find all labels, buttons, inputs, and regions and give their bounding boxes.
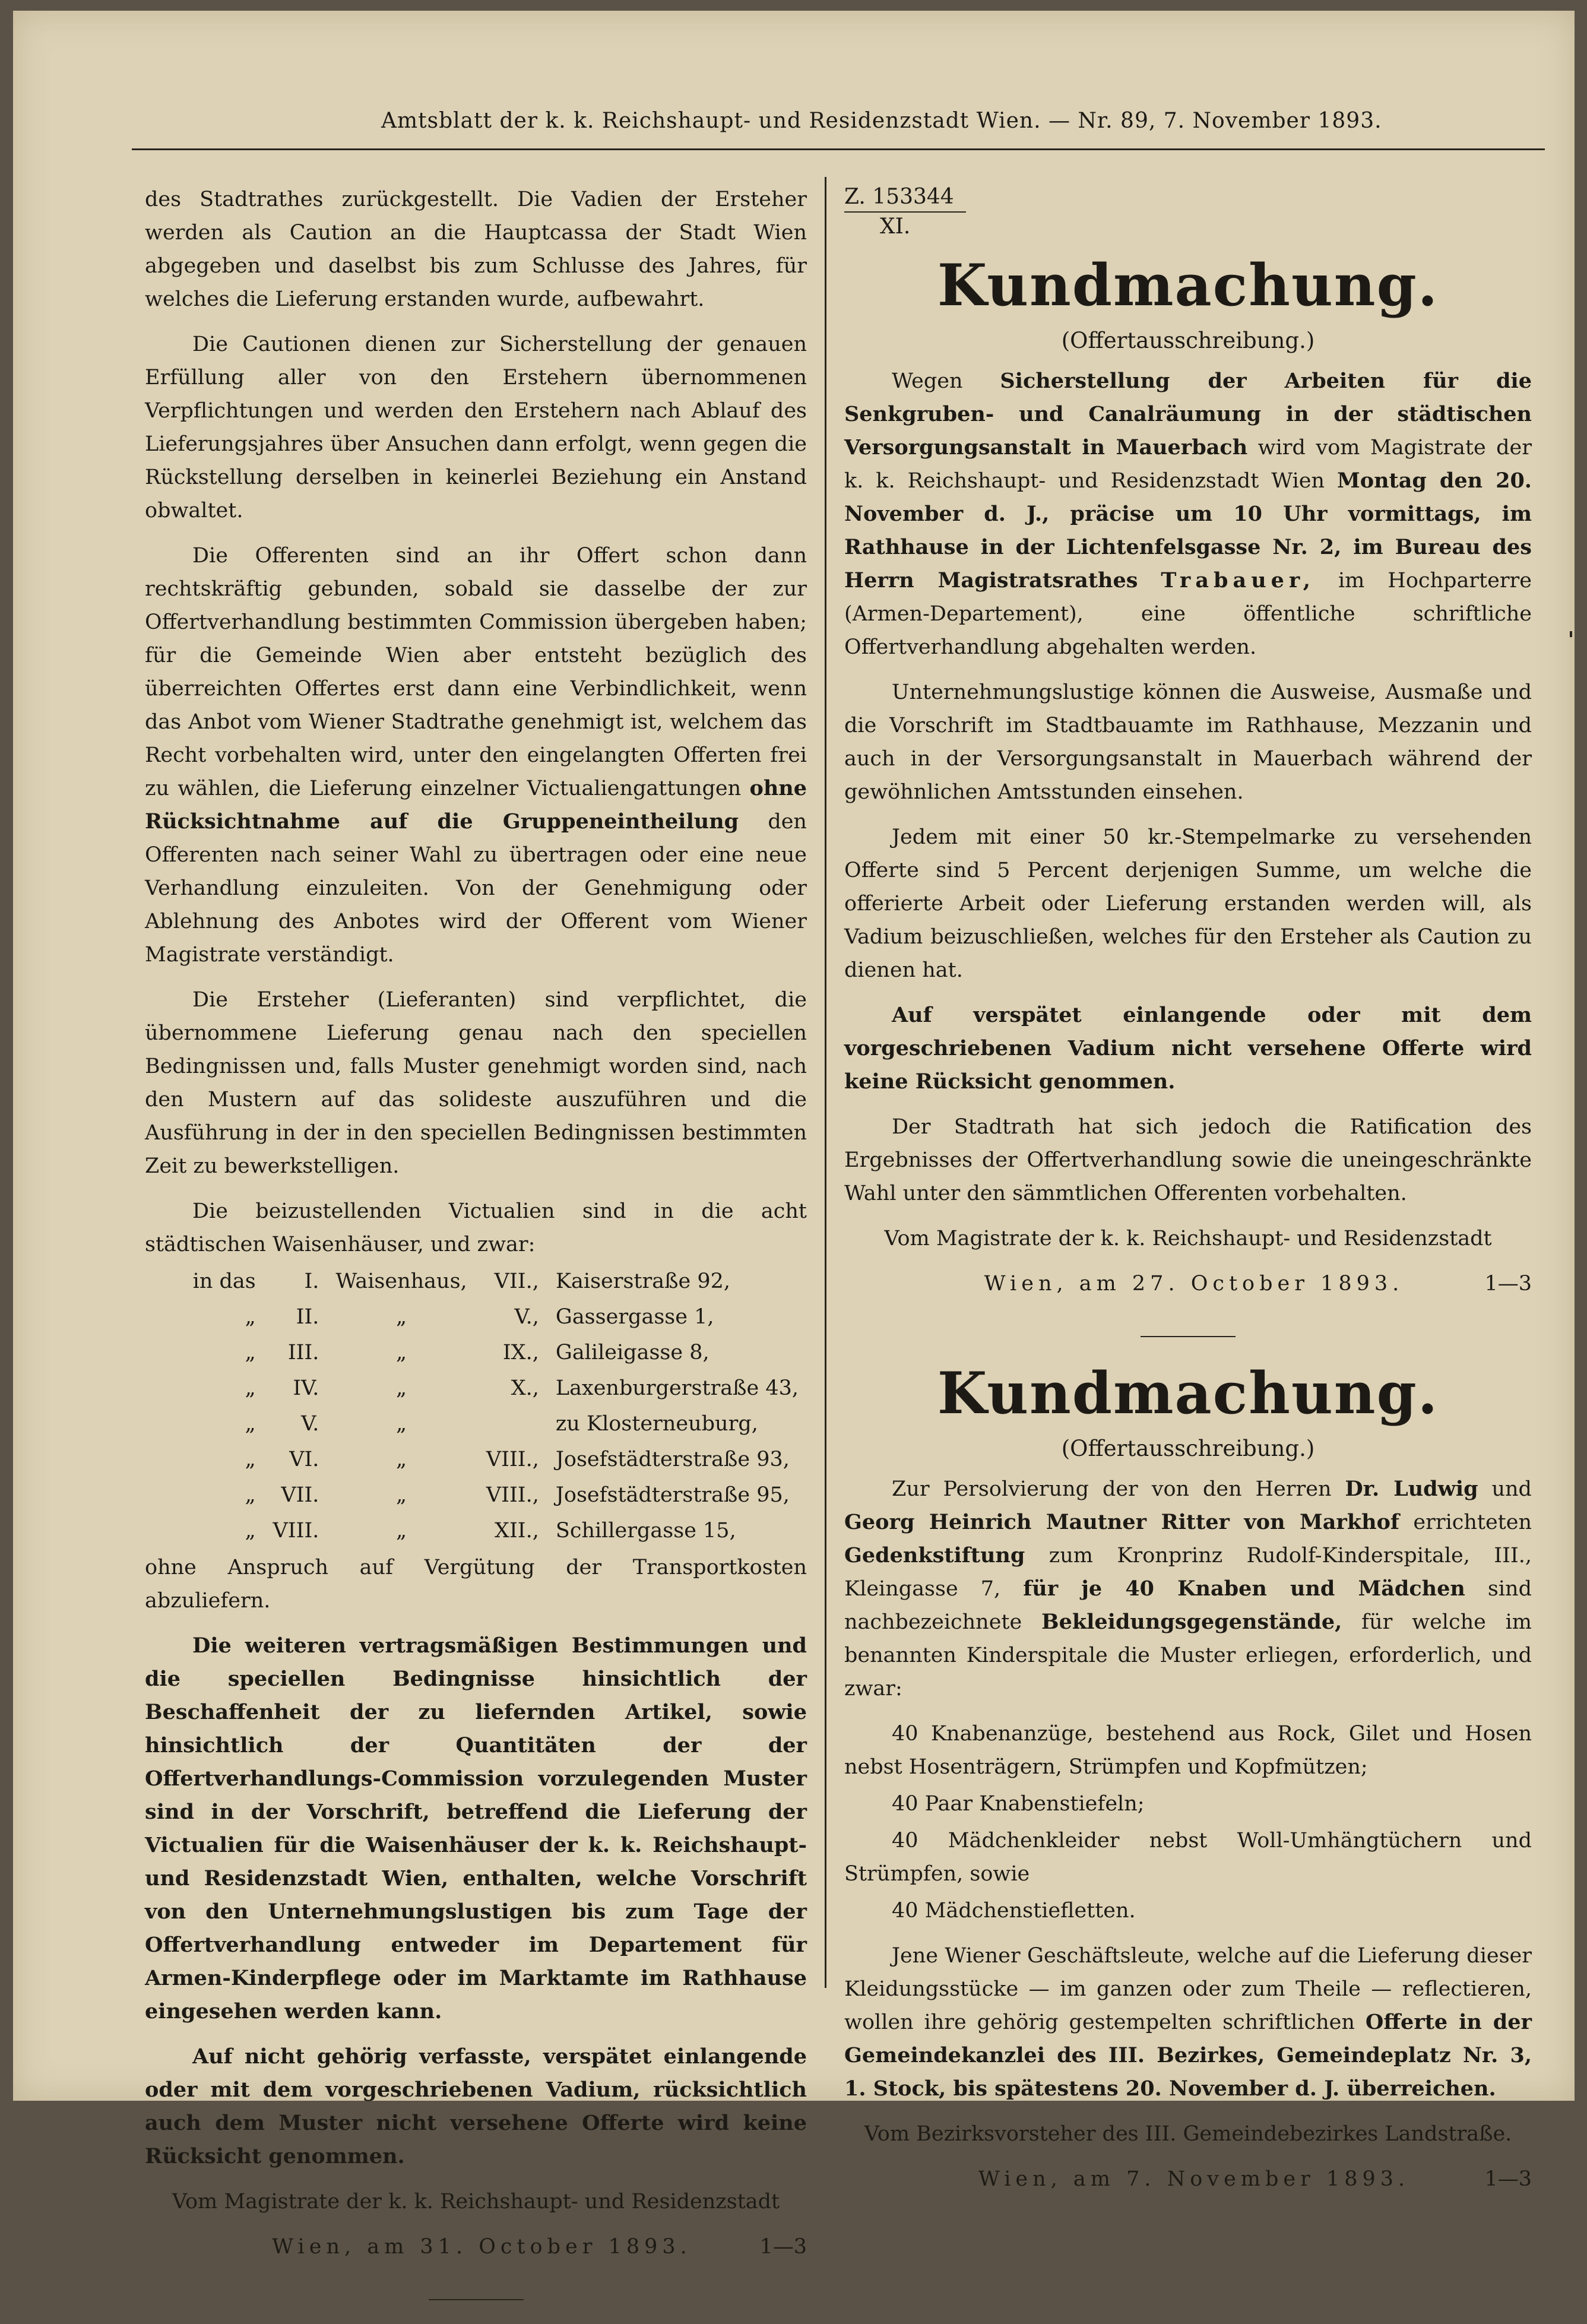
table-cell: „: [395, 1412, 407, 1436]
table-cell: IV.: [293, 1376, 319, 1400]
table-cell: VI.: [289, 1448, 319, 1471]
table-cell: VIII.: [273, 1519, 319, 1543]
list-item: 40 Paar Knabenstiefeln;: [892, 1792, 1145, 1816]
table-row: [175, 1406, 807, 1442]
left-issue-number: 1—3: [759, 2235, 807, 2259]
notice-1-p1-b: Sicherstellung der Arbeiten für die Senkgruben- und Canalräumung in der städtischen Versorgungsanstalt in Mauerbach: [844, 369, 1532, 460]
margin-mark: [1570, 631, 1572, 637]
table-cell: VII.,: [494, 1269, 539, 1293]
reference-roman: XI.: [880, 214, 911, 239]
notice-1-title: Kundmachung.: [937, 252, 1439, 319]
left-para-3-bold: ohne Rücksichtnahme auf die Gruppeneintheilung: [145, 776, 807, 834]
notice-1-para-4: Auf verspätet einlangende oder mit dem vorgeschriebenen Vadium nicht versehene Offerte wird keine Rücksicht genommen.: [844, 1003, 1532, 1094]
list-item: 40 Mädchenstiefletten.: [892, 1899, 1136, 1923]
left-para-4: Die Ersteher (Lieferanten) sind verpflichtet, die übernommene Lieferung genau nach den speciellen Bedingnissen und, falls Muster genehmigt worden sind, nach den Mustern auf das solideste auszuführen und die Ausführung in der in den speciellen Bedingnissen bestimmten Zeit zu bewerkstelligen.: [145, 988, 807, 1178]
page-header: Amtsblatt der k. k. Reichshaupt- und Residenzstadt Wien. — Nr. 89, 7. November 1893.: [381, 109, 1382, 133]
notice-1-subtitle: (Offertausschreibung.): [1061, 328, 1315, 353]
notice-1-issue-number: 1—3: [1484, 1272, 1532, 1296]
left-para-7: Die weiteren vertragsmäßigen Bestimmungen und die speciellen Bedingnisse hinsichtlich der Beschaffenheit der zu liefernden Artikel, sowie hinsichtlich der Quantitäten der der Offertverhandlungs-Commission vorzulegenden Muster sind in der Vorschrift, betreffend die Lieferung der Victualien für die Waisenhäuser der k. k. Reichshaupt- und Residenzstadt Wien, enthalten, welche Vorschrift von den Unternehmungslustigen bis zum Tage der Offertverhandlung entweder im Departement für Armen-Kinderpflege oder im Marktamte im Rathhause eingesehen werden kann.: [145, 1633, 807, 2024]
notice-2-p1-k: für welche im benannten Kinderspitale die Muster erliegen, erforderlich, und zwar:: [844, 1610, 1532, 1701]
reference-number: Z. 153344: [844, 183, 966, 213]
table-cell: Galileigasse 8,: [555, 1341, 709, 1364]
notice-2-p1-h: für je 40 Knaben und Mädchen: [1023, 1576, 1465, 1601]
notice-2-p1-b: Dr. Ludwig: [1345, 1477, 1478, 1501]
notice-2-p1-d: Georg Heinrich Mautner Ritter von Markhof: [844, 1510, 1399, 1534]
table-cell: „: [245, 1483, 256, 1507]
table-cell: „: [395, 1376, 407, 1400]
table-cell: Gassergasse 1,: [555, 1305, 714, 1329]
table-row: [175, 1442, 807, 1477]
table-cell: „: [395, 1305, 407, 1329]
notice-2-subtitle: (Offertausschreibung.): [1061, 1436, 1315, 1461]
waisenhaus-table: [175, 1264, 807, 1549]
left-para-3: [145, 539, 807, 971]
table-cell: „: [245, 1376, 256, 1400]
table-cell: V.: [301, 1412, 319, 1436]
table-cell: VIII.,: [486, 1483, 539, 1507]
notice-2-para-2: [844, 1939, 1532, 2105]
notice-2-p2-a: Jene Wiener Geschäftsleute, welche auf die Lieferung dieser Kleidungsstücke — im ganzen oder zum Theile — reflectieren, wollen ihre gehörig gestempelten schriftlichen: [844, 1944, 1532, 2034]
notice-1-dateline: [844, 1267, 1532, 1300]
notice-2-item-list: [844, 1717, 1532, 1927]
notice-2-issue-number: 1—3: [1484, 2167, 1532, 2191]
table-row: [175, 1370, 807, 1406]
table-cell: „: [395, 1341, 407, 1364]
notice-2-signature: Vom Bezirksvorsteher des III. Gemeindebezirkes Landstraße.: [864, 2122, 1512, 2146]
list-item: 40 Mädchenkleider nebst Woll-Umhängtüchern und Strümpfen, sowie: [844, 1829, 1532, 1886]
left-para-6: ohne Anspruch auf Vergütung der Transportkosten abzuliefern.: [145, 1556, 807, 1613]
notice-2-p1-g: zum Kronprinz Rudolf-Kinderspitale, III., Kleingasse 7,: [844, 1544, 1532, 1601]
left-dateline: [145, 2230, 807, 2263]
notice-2-p1-f: Gedenkstiftung: [844, 1543, 1025, 1568]
notice-2-p1-c: und: [1491, 1477, 1532, 1501]
table-cell: „: [395, 1448, 407, 1471]
notice-2-title: Kundmachung.: [937, 1360, 1439, 1427]
table-row: [175, 1299, 807, 1335]
left-para-8: Auf nicht gehörig verfasste, verspätet einlangende oder mit dem vorgeschriebenen Vadium, rücksichtlich auch dem Muster nicht versehene Offerte wird keine Rücksicht genommen.: [145, 2044, 807, 2168]
table-row: [175, 1264, 807, 1299]
table-cell: V.,: [514, 1305, 539, 1329]
table-cell: IX.,: [502, 1341, 539, 1364]
table-row: [175, 1513, 807, 1549]
table-cell: in das: [192, 1269, 256, 1293]
notice-1-end-rule: [1141, 1336, 1236, 1337]
notice-1-p1-name: Trabauer,: [1161, 568, 1315, 593]
notice-1-para-2: Unternehmungslustige können die Ausweise, Ausmaße und die Vorschrift im Stadtbauamte im Rathhause, Mezzanin und auch in der Versorgungsanstalt in Mauerbach während der gewöhnlichen Amtsstunden einsehen.: [844, 680, 1532, 804]
table-cell: „: [245, 1448, 256, 1471]
notice-2-p1-a: Zur Persolvierung der von den Herren: [892, 1477, 1332, 1501]
notice-1-signature: Vom Magistrate der k. k. Reichshaupt- und Residenzstadt: [884, 1227, 1492, 1250]
table-cell: II.: [296, 1305, 319, 1329]
table-cell: I.: [304, 1269, 319, 1293]
column-divider: [825, 177, 826, 1988]
left-para-5: Die beizustellenden Victualien sind in die acht städtischen Waisenhäuser, und zwar:: [145, 1199, 807, 1256]
table-cell: X.,: [511, 1376, 539, 1400]
left-end-rule: [429, 2299, 524, 2300]
notice-1-p1-a: Wegen: [892, 369, 963, 393]
table-cell: [476, 1406, 547, 1442]
document-page: [13, 11, 1575, 2259]
notice-1-p1-e: im Hochparterre (Armen-Departement), eine öffentliche schriftliche Offertverhandlung abgehalten werden.: [844, 569, 1532, 659]
notice-1-para-1: [844, 365, 1532, 664]
table-cell: Waisenhaus,: [335, 1269, 467, 1293]
table-cell: Schillergasse 15,: [555, 1519, 736, 1543]
notice-2-dateline: [844, 2162, 1532, 2196]
table-cell: „: [245, 1305, 256, 1329]
table-row: [175, 1335, 807, 1370]
notice-2-para-1: [844, 1473, 1532, 1705]
notice-1-para-3: Jedem mit einer 50 kr.-Stempelmarke zu versehenden Offerte sind 5 Percent derjenigen Summe, um welche die offerierte Arbeit oder Lieferung erstanden werden will, als Vadium beizuschließen, welches für den Ersteher als Caution zu dienen hat.: [844, 825, 1532, 982]
left-para-2: Die Cautionen dienen zur Sicherstellung der genauen Erfüllung aller von den Erstehern übernommenen Verpflichtungen und werden den Erstehern nach Ablauf des Lieferungsjahres über Ansuchen dann erfolgt, wenn gegen die Rückstellung derselben in keinerlei Beziehung ein Anstand obwaltet.: [145, 333, 807, 523]
notice-2-p2-b: Offerte in der Gemeindekanzlei des III. Bezirkes, Gemeindeplatz Nr. 3, 1. Stock, bis spätestens 20. November d. J. überreichen.: [844, 2010, 1532, 2101]
table-cell: Josefstädterstraße 93,: [555, 1448, 790, 1471]
table-cell: „: [395, 1483, 407, 1507]
table-cell: Laxenburgerstraße 43,: [555, 1376, 799, 1400]
notice-1-para-5: Der Stadtrath hat sich jedoch die Ratification des Ergebnisses der Offertverhandlung sowie die uneingeschränkte Wahl unter den sämmtlichen Offerenten vorbehalten.: [844, 1115, 1532, 1205]
reference-number-block: [844, 183, 1532, 241]
notice-2-p1-e: errichteten: [1413, 1511, 1532, 1534]
table-cell: XII.,: [495, 1519, 539, 1543]
table-cell: „: [395, 1519, 407, 1543]
table-cell: zu Klosterneuburg,: [555, 1412, 758, 1436]
left-para-3-text-a: Die Offerenten sind an ihr Offert schon dann rechtskräftig gebunden, sobald sie dasselbe der zur Offertverhandlung bestimmten Commission übergeben haben; für die Gemeinde Wien aber entsteht bezüglich des überreichten Offertes erst dann eine Verbindlichkeit, wenn das Anbot vom Wiener Stadtrathe genehmigt ist, welchem das Recht vorbehalten wird, unter den eingelangten Offerten frei zu wählen, die Lieferung einzelner Victualiengattungen: [145, 544, 807, 800]
right-column: [844, 183, 1532, 2196]
table-cell: Josefstädterstraße 95,: [555, 1483, 790, 1507]
notice-1-date: Wien, am 27. October 1893.: [984, 1272, 1404, 1296]
notice-2-p1-i: sind nachbezeichnete: [844, 1577, 1532, 1634]
left-date: Wien, am 31. October 1893.: [272, 2235, 692, 2259]
table-cell: „: [245, 1412, 256, 1436]
header-rule: [132, 148, 1545, 150]
table-cell: Kaiserstraße 92,: [555, 1269, 730, 1293]
table-row: [175, 1477, 807, 1513]
notice-1-p1-d: Montag den 20. November d. J., präcise um 10 Uhr vormittags, im Rathhause in der Lichtenfelsgasse Nr. 2, im Bureau des Herrn Magistratsrathes: [844, 468, 1532, 593]
table-cell: „: [245, 1341, 256, 1364]
left-column: [145, 183, 807, 2324]
notice-1-p1-c: wird vom Magistrate der k. k. Reichshaupt- und Residenzstadt Wien: [844, 436, 1532, 493]
left-para-3-text-b: den Offerenten nach seiner Wahl zu übertragen oder eine neue Verhandlung einzuleiten. Von der Genehmigung oder Ablehnung des Anbotes wird der Offerent vom Wiener Magistrate verständigt.: [145, 810, 807, 967]
notice-2-date: Wien, am 7. November 1893.: [978, 2167, 1410, 2191]
table-cell: VII.: [281, 1483, 319, 1507]
table-cell: VIII.,: [486, 1448, 539, 1471]
table-cell: III.: [287, 1341, 319, 1364]
table-cell: „: [245, 1519, 256, 1543]
left-para-1: des Stadtrathes zurückgestellt. Die Vadien der Ersteher werden als Caution an die Hauptcassa der Stadt Wien abgegeben und daselbst bis zum Schlusse des Jahres, für welches die Lieferung erstanden wurde, aufbewahrt.: [145, 188, 807, 311]
left-signature: Vom Magistrate der k. k. Reichshaupt- und Residenzstadt: [172, 2190, 780, 2214]
notice-2-p1-j: Bekleidungsgegenstände,: [1041, 1610, 1342, 1634]
list-item: 40 Knabenanzüge, bestehend aus Rock, Gilet und Hosen nebst Hosenträgern, Strümpfen und Kopfmützen;: [844, 1722, 1532, 1779]
